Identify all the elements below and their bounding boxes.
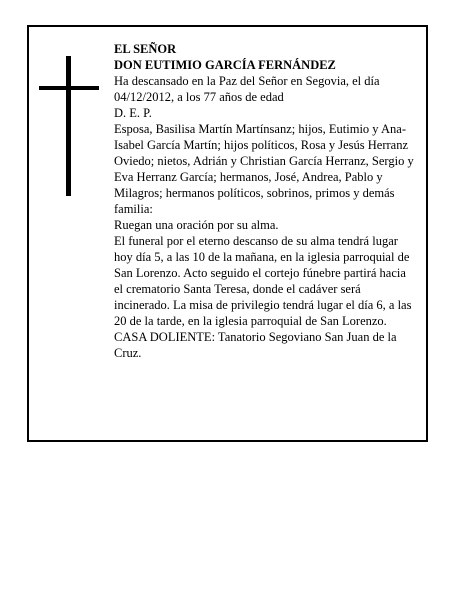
funeral-details: El funeral por el eterno descanso de su alma tendrá lugar hoy día 5, a las 10 de la mañana, en la iglesia parroquial de San Lorenzo. Acto seguido el cortejo fúnebre partirá hacia el crematorio Santa Teresa, donde el cadáver será incinerado. La misa de privilegio tendrá lugar el día 6, a las 20 de la tarde, en la iglesia parroquial de San Lorenzo. — [114, 234, 412, 328]
cross-icon — [39, 56, 99, 196]
cross-horizontal-bar — [39, 86, 99, 90]
obituary-text — [114, 41, 414, 361]
honorific: EL SEÑOR — [114, 42, 177, 56]
death-announcement: Ha descansado en la Paz del Señor en Segovia, el día 04/12/2012, a los 77 años de edad — [114, 74, 380, 104]
family-list: Esposa, Basilisa Martín Martínsanz; hijos, Eutimio y Ana-Isabel García Martín; hijos políticos, Rosa y Jesús Herranz Oviedo; nietos, Adrián y Christian García Herranz, Sergio y Eva Herranz García; hermanos, José, Andrea, Pablo y Milagros; hermanos políticos, sobrinos, primos y demás familia: — [114, 122, 414, 216]
obituary-notice — [27, 25, 428, 442]
prayer-request: Ruegan una oración por su alma. — [114, 218, 279, 232]
deceased-name: DON EUTIMIO GARCÍA FERNÁNDEZ — [114, 58, 336, 72]
mourning-house: CASA DOLIENTE: Tanatorio Segoviano San Juan de la Cruz. — [114, 330, 397, 360]
rip-line: D. E. P. — [114, 106, 152, 120]
cross-vertical-bar — [66, 56, 71, 196]
